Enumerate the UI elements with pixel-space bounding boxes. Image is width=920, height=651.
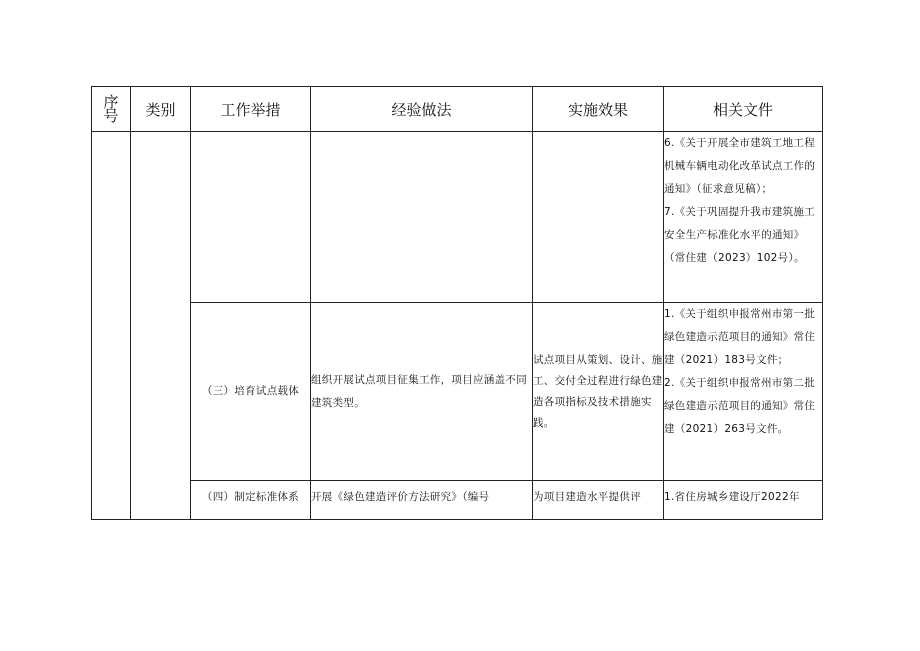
header-seq-bottom: 号 <box>103 107 119 125</box>
header-category: 类别 <box>131 87 191 132</box>
file-line: 绿色建造示范项目的通知》常住 <box>664 331 816 343</box>
file-line: 安全生产标准化水平的通知》 <box>664 229 805 241</box>
header-measure: 工作举措 <box>191 87 311 132</box>
method-cell <box>311 132 533 303</box>
file-line: 建（2021）263号文件。 <box>664 423 789 435</box>
files-cell <box>664 303 823 481</box>
header-files: 相关文件 <box>664 87 823 132</box>
seq-cell <box>92 132 131 520</box>
measure-cell <box>191 132 311 303</box>
header-seq <box>92 87 131 132</box>
category-cell <box>131 132 191 520</box>
header-row <box>92 87 823 132</box>
header-method: 经验做法 <box>311 87 533 132</box>
file-line: 通知》（征求意见稿）； <box>664 183 773 195</box>
measure-cell: （四）制定标准体系 <box>191 481 311 520</box>
measure-cell: （三）培育试点载体 <box>191 303 311 481</box>
measures-table <box>91 86 823 520</box>
file-line: 6.《关于开展全市建筑工地工程 <box>664 137 816 149</box>
method-cell: 组织开展试点项目征集工作，项目应涵盖不同建筑类型。 <box>311 303 533 481</box>
header-seq-top: 序 <box>103 93 119 111</box>
file-line: 1.省住房城乡建设厅2022年 <box>664 491 800 503</box>
file-line: 2.《关于组织申报常州市第二批 <box>664 377 816 389</box>
method-cell: 开展《绿色建造评价方法研究》（编号 <box>311 481 533 520</box>
files-cell <box>664 481 823 520</box>
table-row <box>92 481 823 520</box>
file-line: 7.《关于巩固提升我市建筑施工 <box>664 206 816 218</box>
effect-cell <box>533 132 664 303</box>
effect-cell: 为项目建造水平提供评 <box>533 481 664 520</box>
file-line: 绿色建造示范项目的通知》常住 <box>664 400 816 412</box>
file-line: 1.《关于组织申报常州市第一批 <box>664 308 816 320</box>
file-line: （常住建（2023）102号）。 <box>664 252 805 264</box>
file-line: 机械车辆电动化改革试点工作的 <box>664 160 816 172</box>
file-line: 建（2021）183号文件； <box>664 354 789 366</box>
header-effect: 实施效果 <box>533 87 664 132</box>
table-row <box>92 132 823 303</box>
effect-cell: 试点项目从策划、设计、施工、交付全过程进行绿色建造各项指标及技术措施实践。 <box>533 303 664 481</box>
table-row <box>92 303 823 481</box>
files-cell <box>664 132 823 303</box>
